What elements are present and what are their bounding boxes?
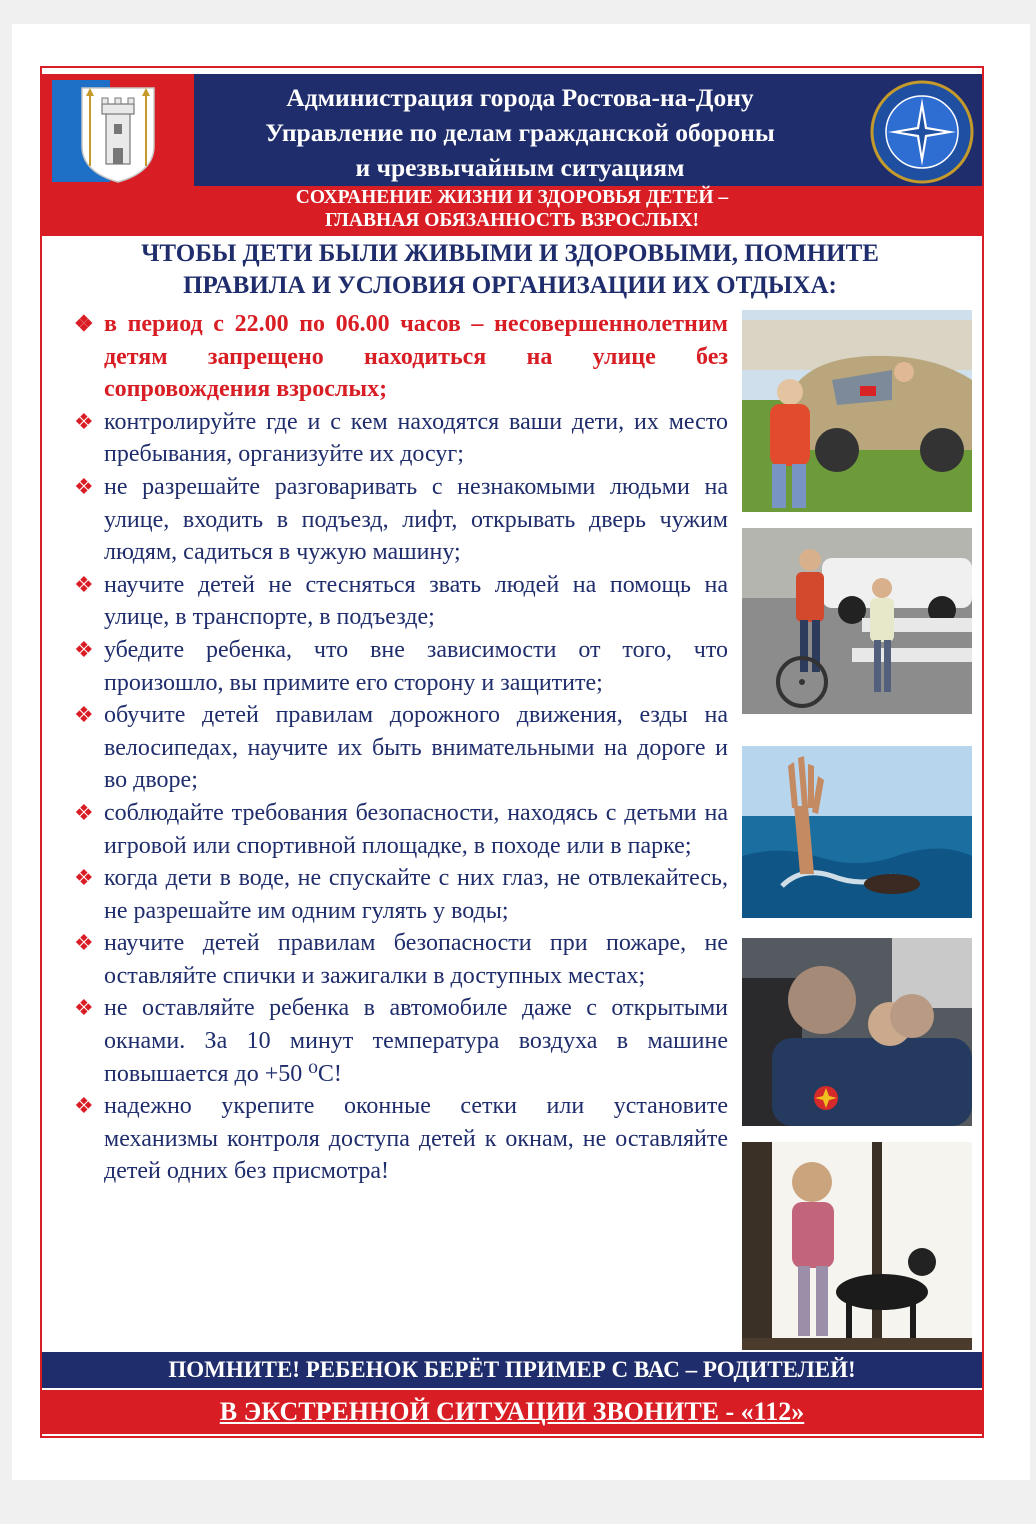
- rule-text: не разрешайте разговаривать с незнакомыми людьми на улице, входить в подъезд, лифт, открывать дверь чужим людям, садиться в чужую машину;: [104, 473, 728, 566]
- civil-defense-emblem-icon: [870, 80, 974, 184]
- rules-list: [72, 308, 728, 1188]
- diamond-bullet-icon: ❖: [74, 473, 94, 499]
- rule-item: [72, 634, 728, 699]
- emergency-number-text: В ЭКСТРЕННОЙ СИТУАЦИИ ЗВОНИТЕ - «112»: [219, 1397, 805, 1426]
- rule-text: обучите детей правилам дорожного движения, езды на велосипедах, научите их быть внимательными на дороге и во дворе;: [104, 702, 728, 794]
- header-line-2: Управление по делам гражданской обороны: [265, 118, 775, 147]
- slogan-line-1: СОХРАНЕНИЕ ЖИЗНИ И ЗДОРОВЬЯ ДЕТЕЙ –: [295, 187, 729, 208]
- rule-text: научите детей не стесняться звать людей на помощь на улице, в транспорте, в подъезде;: [104, 571, 728, 631]
- diamond-bullet-icon: ❖: [74, 995, 94, 1021]
- diamond-bullet-icon: ❖: [74, 1093, 94, 1119]
- rule-item: [72, 569, 728, 634]
- rule-text: в период с 22.00 по 06.00 часов – несовершеннолетним детям запрещено находиться на улице без сопровождения взрослых;: [104, 311, 728, 403]
- rule-item: [72, 699, 728, 797]
- photo-child-at-window: [742, 1142, 972, 1350]
- diamond-bullet-icon: ❖: [74, 865, 94, 891]
- diamond-bullet-icon: ❖: [74, 311, 94, 336]
- rule-item: [72, 927, 728, 992]
- photo-stranger-car: [742, 310, 972, 512]
- rule-item: [72, 308, 728, 406]
- diamond-bullet-icon: ❖: [74, 571, 94, 597]
- rule-item: [72, 862, 728, 927]
- header-line-3: и чрезвычайным ситуациям: [355, 153, 685, 182]
- rule-item: [72, 992, 728, 1090]
- rule-text: убедите ребенка, что вне зависимости от того, что произошло, вы примите его сторону и защитите;: [104, 636, 728, 696]
- photo-children-bicycle: [742, 528, 972, 714]
- header-line-1: Администрация города Ростова-на-Дону: [286, 83, 754, 112]
- rule-item: [72, 471, 728, 569]
- photo-rescued-children: [742, 938, 972, 1126]
- reminder-text: ПОМНИТЕ! РЕБЕНОК БЕРЁТ ПРИМЕР С ВАС – РОДИТЕЛЕЙ!: [168, 1357, 856, 1382]
- rule-text: контролируйте где и с кем находятся ваши дети, их место пребывания, организуйте их досуг;: [104, 408, 728, 468]
- diamond-bullet-icon: ❖: [74, 702, 94, 728]
- slogan-line-2: ГЛАВНАЯ ОБЯЗАННОСТЬ ВЗРОСЛЫХ!: [324, 210, 700, 231]
- rule-text: когда дети в воде, не спускайте с них глаз, не отвлекайтесь, не разрешайте им одним гулять у воды;: [104, 865, 728, 924]
- header-title: [200, 80, 840, 185]
- rule-text: научите детей правилам безопасности при пожаре, не оставляйте спички и зажигалки в доступных местах;: [104, 930, 728, 989]
- rostov-coat-of-arms-icon: [76, 84, 160, 184]
- photo-drowning-hand: [742, 746, 972, 918]
- rule-text: соблюдайте требования безопасности, находясь с детьми на игровой или спортивной площадке, в походе или в парке;: [104, 799, 728, 859]
- rule-text: не оставляйте ребенка в автомобиле даже с открытыми окнами. За 10 минут температура воздуха в машине повышается до +50 ⁰С!: [104, 995, 728, 1087]
- rule-item: [72, 797, 728, 862]
- diamond-bullet-icon: ❖: [74, 799, 94, 825]
- rule-item: [72, 406, 728, 471]
- diamond-bullet-icon: ❖: [74, 930, 94, 956]
- diamond-bullet-icon: ❖: [74, 408, 94, 434]
- rule-item: [72, 1090, 728, 1188]
- rules-heading-line-1: ЧТОБЫ ДЕТИ БЫЛИ ЖИВЫМИ И ЗДОРОВЫМИ, ПОМНИТЕ: [141, 240, 879, 267]
- rule-text: надежно укрепите оконные сетки или установите механизмы контроля доступа детей к окнам, не оставляйте детей одних без присмотра!: [104, 1093, 728, 1185]
- diamond-bullet-icon: ❖: [74, 636, 94, 662]
- rules-heading-line-2: ПРАВИЛА И УСЛОВИЯ ОРГАНИЗАЦИИ ИХ ОТДЫХА:: [183, 272, 837, 299]
- rules-heading: [50, 238, 970, 302]
- slogan-text: [42, 186, 982, 232]
